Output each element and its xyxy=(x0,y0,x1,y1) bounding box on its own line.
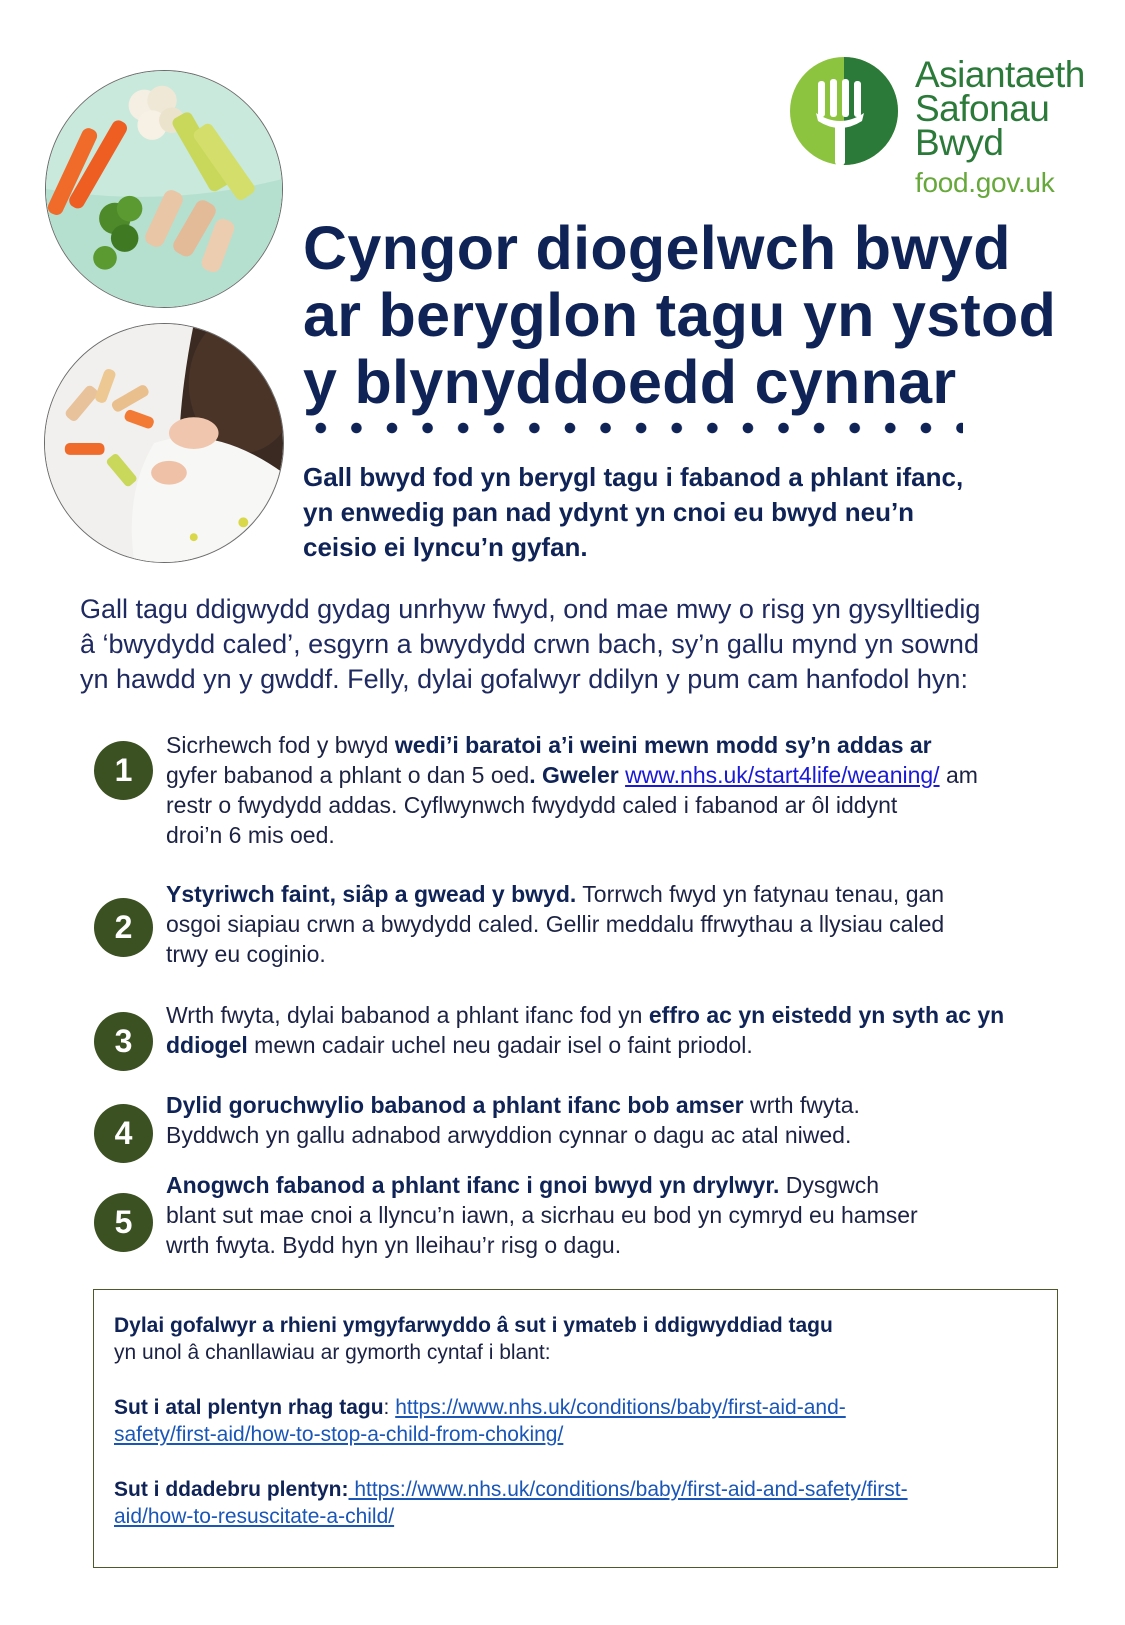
logo-line-3: Bwyd xyxy=(915,122,1004,163)
resuscitate-link-block xyxy=(114,1476,1034,1530)
intro-line-3: yn hawdd yn y gwddf. Felly, dylai gofalwyr ddilyn y pum cam hanfodol hyn: xyxy=(80,664,968,694)
step-1-text-a: Sicrhewch fod y bwyd xyxy=(166,732,395,758)
choking-link-part-1[interactable]: https://www.nhs.uk/conditions/baby/first-aid-and- xyxy=(395,1396,846,1419)
logo-line-2: Safonau xyxy=(915,88,1050,129)
step-1-line3: restr o fwydydd addas. Cyflwynwch fwydydd caled i fabanod ar ôl iddynt xyxy=(166,792,898,818)
subtitle-line-2: yn enwedig pan nad ydynt yn cnoi eu bwyd neu’n xyxy=(303,497,915,527)
fork-logo-icon xyxy=(786,55,902,167)
food-standards-agency-logo xyxy=(786,52,1096,202)
title-line-1: Cyngor diogelwch bwyd xyxy=(303,214,1011,282)
subtitle xyxy=(303,460,1083,565)
baby-eating-image xyxy=(45,324,283,562)
step-1-line4: droi’n 6 mis oed. xyxy=(166,822,335,848)
step-2-bold: Ystyriwch faint, siâp a gwead y bwyd. xyxy=(166,881,577,907)
resuscitate-link-part-2[interactable]: aid/how-to-resuscitate-a-child/ xyxy=(114,1505,395,1528)
step-1-bold-dot: . Gweler xyxy=(529,762,626,788)
intro-line-1: Gall tagu ddigwydd gydag unrhyw fwyd, ond mae mwy o risg yn gysylltiedig xyxy=(80,594,981,624)
logo-url: food.gov.uk xyxy=(915,167,1055,198)
step-2-text xyxy=(166,879,1086,969)
dotted-divider xyxy=(303,420,963,436)
title-line-3: y blynyddoedd cynnar xyxy=(303,348,957,416)
step-5-text-b: Dysgwch xyxy=(779,1172,880,1198)
box-heading-line2: yn unol â chanllawiau ar gymorth cyntaf i blant: xyxy=(114,1341,551,1364)
box-heading-bold: Dylai gofalwyr a rhieni ymgyfarwyddo â sut i ymateb i ddigwyddiad tagu xyxy=(114,1314,833,1337)
step-1-bold: wedi’i baratoi a’i weini mewn modd sy’n addas ar xyxy=(394,732,932,758)
step-1-text xyxy=(166,730,1086,850)
step-5-number: 5 xyxy=(94,1193,153,1252)
step-4-number: 4 xyxy=(94,1104,153,1163)
step-2-line3: trwy eu coginio. xyxy=(166,941,326,967)
first-aid-info-box xyxy=(93,1289,1058,1568)
step-5-bold: Anogwch fabanod a phlant ifanc i gnoi bwyd yn drylwyr. xyxy=(166,1172,780,1198)
intro-paragraph xyxy=(80,592,1080,697)
choking-link-colon: : xyxy=(383,1396,396,1419)
step-1-number: 1 xyxy=(94,741,153,800)
step-4-bold: Dylid goruchwylio babanod a phlant ifanc bob amser xyxy=(166,1092,744,1118)
step-3-bold-2: ddiogel xyxy=(166,1032,248,1058)
step-3-number: 3 xyxy=(94,1012,153,1071)
step-4-text xyxy=(166,1090,1086,1150)
subtitle-line-3: ceisio ei lyncu’n gyfan. xyxy=(303,532,588,562)
choking-link-block xyxy=(114,1394,1034,1448)
step-4-text-b: wrth fwyta. xyxy=(743,1092,860,1118)
resuscitate-link-part-1[interactable]: https://www.nhs.uk/conditions/baby/first-aid-and-safety/first- xyxy=(348,1478,908,1501)
baby-eating-photo xyxy=(44,323,284,563)
subtitle-line-1: Gall bwyd fod yn berygl tagu i fabanod a phlant ifanc, xyxy=(303,462,964,492)
logo-line-1: Asiantaeth xyxy=(915,54,1085,95)
step-5-text xyxy=(166,1170,1086,1260)
title-line-2: ar beryglon tagu yn ystod xyxy=(303,281,1057,349)
box-heading xyxy=(114,1312,1034,1366)
step-4-line2: Byddwch yn gallu adnabod arwyddion cynnar o dagu ac atal niwed. xyxy=(166,1122,852,1148)
resuscitate-link-label: Sut i ddadebru plentyn: xyxy=(114,1478,349,1501)
step-3-bold: effro ac yn eistedd yn syth ac yn xyxy=(648,1002,1005,1028)
step-2-line2: osgoi siapiau crwn a bwydydd caled. Gellir meddalu ffrwythau a llysiau caled xyxy=(166,911,945,937)
intro-line-2: â ‘bwydydd caled’, esgyrn a bwydydd crwn bach, sy’n gallu mynd yn sownd xyxy=(80,629,979,659)
step-2-number: 2 xyxy=(94,898,153,957)
step-2-text-b: Torrwch fwyd yn fatynau tenau, gan xyxy=(576,881,945,907)
step-1-line2-c: am xyxy=(939,762,978,788)
step-3-text-a: Wrth fwyta, dylai babanod a phlant ifanc fod yn xyxy=(166,1002,649,1028)
step-5-line2: blant sut mae cnoi a llyncu’n iawn, a sicrhau eu bod yn cymryd eu hamser xyxy=(166,1202,918,1228)
vegetable-plate-photo xyxy=(45,70,283,308)
step-1-line2-a: gyfer babanod a phlant o dan 5 oed xyxy=(166,762,530,788)
step-3-text-b: mewn cadair uchel neu gadair isel o faint priodol. xyxy=(247,1032,753,1058)
step-3-text xyxy=(166,1000,1086,1060)
page-title xyxy=(303,215,1103,416)
weaning-link[interactable]: www.nhs.uk/start4life/weaning/ xyxy=(625,762,940,788)
choking-link-label: Sut i atal plentyn rhag tagu xyxy=(114,1396,384,1419)
vegetable-plate-image xyxy=(46,71,282,307)
choking-link-part-2[interactable]: safety/first-aid/how-to-stop-a-child-from-choking/ xyxy=(114,1423,564,1446)
step-5-line3: wrth fwyta. Bydd hyn yn lleihau’r risg o dagu. xyxy=(166,1232,622,1258)
